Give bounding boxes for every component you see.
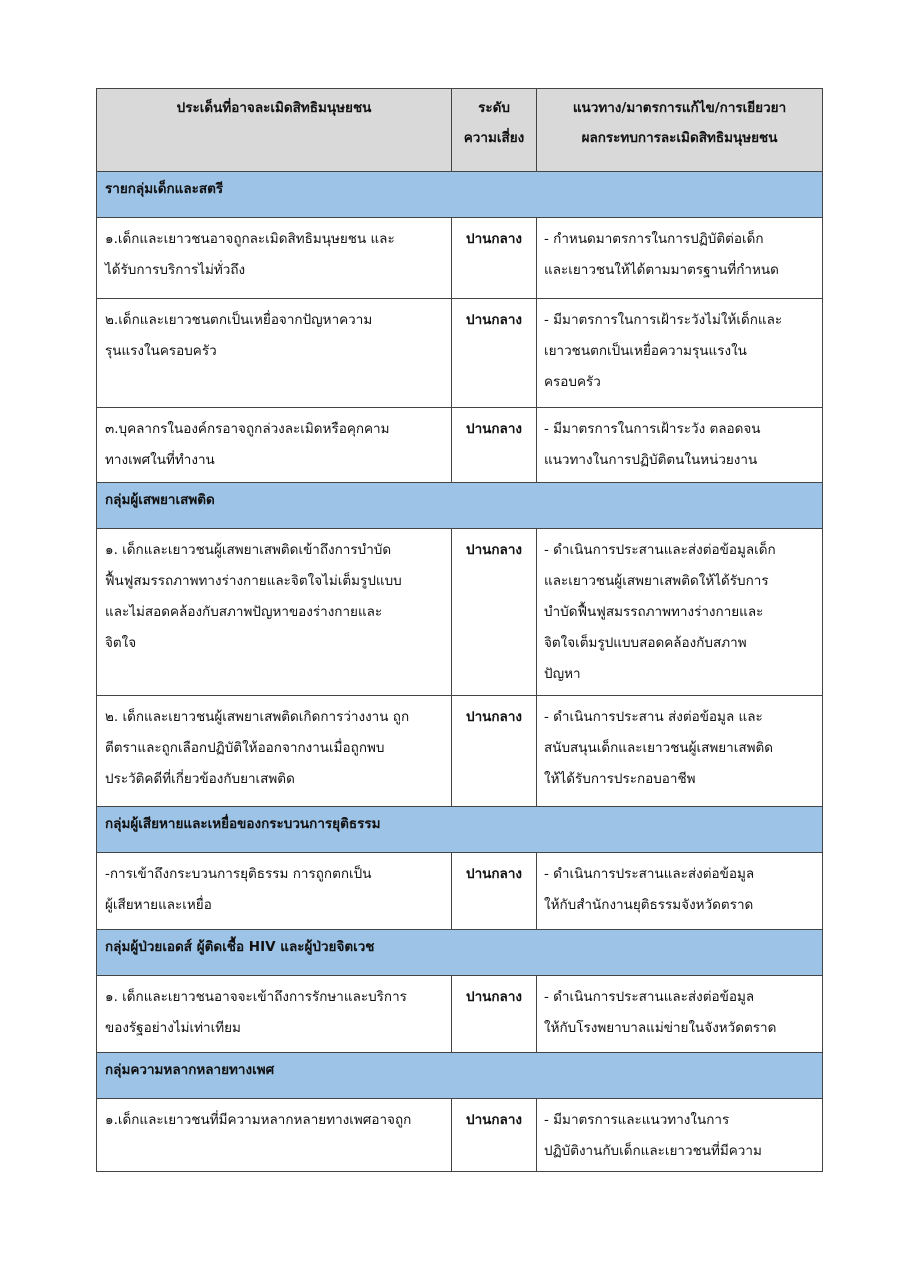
issue-line: ประวัติคดีที่เกี่ยวข้องกับยาเสพติด xyxy=(105,771,295,787)
risk-level: ปานกลาง xyxy=(466,989,522,1005)
measure-line: และเยาวชนผู้เสพยาเสพติดให้ได้รับการ xyxy=(544,573,769,589)
risk-level: ปานกลาง xyxy=(466,1112,522,1128)
measure-line: จิตใจเต็มรูปแบบสอดคล้องกับสภาพ xyxy=(544,635,747,651)
risk-level-cell xyxy=(452,1099,537,1172)
issue-line: ๑.เด็กและเยาวชนที่มีความหลากหลายทางเพศอาจถูก xyxy=(105,1112,412,1128)
measure-line: ครอบครัว xyxy=(544,374,601,390)
issue-cell xyxy=(97,218,452,299)
issue-cell xyxy=(97,696,452,807)
risk-level-cell xyxy=(452,529,537,696)
issue-line: จิตใจ xyxy=(105,635,137,651)
table-row xyxy=(97,218,823,299)
table-row xyxy=(97,853,823,930)
issue-line: ๑. เด็กและเยาวชนผู้เสพยาเสพติดเข้าถึงการบำบัด xyxy=(105,542,392,558)
risk-level: ปานกลาง xyxy=(466,542,522,558)
measure-line: - ดำเนินการประสาน ส่งต่อข้อมูล และ xyxy=(544,709,763,725)
risk-level: ปานกลาง xyxy=(466,866,522,882)
group-header-row xyxy=(97,483,823,529)
risk-level-cell xyxy=(452,853,537,930)
risk-level-cell xyxy=(452,299,537,408)
human-rights-risk-table xyxy=(96,88,823,1172)
issue-cell xyxy=(97,299,452,408)
issue-line: และไม่สอดคล้องกับสภาพปัญหาของร่างกายและ xyxy=(105,604,383,620)
issue-line: ผู้เสียหายและเหยื่อ xyxy=(105,897,212,913)
table-row xyxy=(97,408,823,483)
measure-line: เยาวชนตกเป็นเหยื่อความรุนแรงใน xyxy=(544,343,747,359)
measure-cell xyxy=(537,976,823,1053)
issue-cell xyxy=(97,529,452,696)
measure-line: - ดำเนินการประสานและส่งต่อข้อมูล xyxy=(544,866,755,882)
measure-cell xyxy=(537,218,823,299)
measure-line: บำบัดฟื้นฟูสมรรถภาพทางร่างกายและ xyxy=(544,604,764,620)
header-risk-level: ระดับ ความเสี่ยง xyxy=(452,89,537,172)
measure-line: ให้กับโรงพยาบาลแม่ข่ายในจังหวัดตราด xyxy=(544,1020,777,1036)
issue-line: ๓.บุคลากรในองค์กรอาจถูกล่วงละเมิดหรือคุกคาม xyxy=(105,421,390,437)
issue-cell xyxy=(97,976,452,1053)
measure-line: - มีมาตรการในการเฝ้าระวังไม่ให้เด็กและ xyxy=(544,312,783,328)
measure-cell xyxy=(537,299,823,408)
group-title: กลุ่มผู้เสพยาเสพติด xyxy=(97,483,823,529)
issue-line: ของรัฐอย่างไม่เท่าเทียม xyxy=(105,1020,241,1036)
group-header-row xyxy=(97,172,823,218)
group-title: กลุ่มผู้เสียหายและเหยื่อของกระบวนการยุติธรรม xyxy=(97,807,823,853)
risk-level: ปานกลาง xyxy=(466,709,522,725)
group-title: รายกลุ่มเด็กและสตรี xyxy=(97,172,823,218)
measure-line: ปฏิบัติงานกับเด็กและเยาวชนที่มีความ xyxy=(544,1143,762,1159)
group-header-row xyxy=(97,807,823,853)
header-measures: แนวทาง/มาตรการแก้ไข/การเยียวยา ผลกระทบการละเมิดสิทธิมนุษยชน xyxy=(537,89,823,172)
measure-line: - ดำเนินการประสานและส่งต่อข้อมูลเด็ก xyxy=(544,542,776,558)
header-issue: ประเด็นที่อาจละเมิดสิทธิมนุษยชน xyxy=(97,89,452,172)
measure-cell xyxy=(537,1099,823,1172)
measure-line: - มีมาตรการและแนวทางในการ xyxy=(544,1112,730,1128)
table-row xyxy=(97,299,823,408)
issue-line: ๑.เด็กและเยาวชนอาจถูกละเมิดสิทธิมนุษยชน และ xyxy=(105,231,395,247)
group-title: กลุ่มผู้ป่วยเอดส์ ผู้ติดเชื้อ HIV และผู้ป่วยจิตเวช xyxy=(97,930,823,976)
risk-level-cell xyxy=(452,976,537,1053)
measure-line: ปัญหา xyxy=(544,666,581,682)
measure-cell xyxy=(537,853,823,930)
risk-level-cell xyxy=(452,218,537,299)
table-row xyxy=(97,976,823,1053)
issue-cell xyxy=(97,853,452,930)
issue-line: ทางเพศในที่ทำงาน xyxy=(105,452,215,468)
measure-line: สนับสนุนเด็กและเยาวชนผู้เสพยาเสพติด xyxy=(544,740,774,756)
measure-line: ให้กับสำนักงานยุติธรรมจังหวัดตราด xyxy=(544,897,754,913)
group-title: กลุ่มความหลากหลายทางเพศ xyxy=(97,1053,823,1099)
table-header-row xyxy=(97,89,823,172)
group-header-row xyxy=(97,1053,823,1099)
risk-level: ปานกลาง xyxy=(466,231,522,247)
measure-line: และเยาวชนให้ได้ตามมาตรฐานที่กำหนด xyxy=(544,262,779,278)
measure-cell xyxy=(537,529,823,696)
table-row xyxy=(97,529,823,696)
issue-line: ๒. เด็กและเยาวชนผู้เสพยาเสพติดเกิดการว่างงาน ถูก xyxy=(105,709,410,725)
measure-cell xyxy=(537,696,823,807)
measure-line: - มีมาตรการในการเฝ้าระวัง ตลอดจน xyxy=(544,421,761,437)
measure-line: แนวทางในการปฏิบัติตนในหน่วยงาน xyxy=(544,452,758,468)
issue-line: รุนแรงในครอบครัว xyxy=(105,343,217,359)
table-row xyxy=(97,696,823,807)
measure-line: - ดำเนินการประสานและส่งต่อข้อมูล xyxy=(544,989,755,1005)
risk-level-cell xyxy=(452,408,537,483)
issue-line: ๒.เด็กและเยาวชนตกเป็นเหยื่อจากปัญหาความ xyxy=(105,312,373,328)
measure-line: ให้ได้รับการประกอบอาชีพ xyxy=(544,771,696,787)
group-header-row xyxy=(97,930,823,976)
issue-line: ฟื้นฟูสมรรถภาพทางร่างกายและจิตใจไม่เต็มรูปแบบ xyxy=(105,573,402,589)
issue-cell xyxy=(97,408,452,483)
measure-cell xyxy=(537,408,823,483)
table-row xyxy=(97,1099,823,1172)
issue-line: ได้รับการบริการไม่ทั่วถึง xyxy=(105,262,246,278)
risk-level: ปานกลาง xyxy=(466,421,522,437)
risk-level-cell xyxy=(452,696,537,807)
issue-line: ตีตราและถูกเลือกปฏิบัติให้ออกจากงานเมื่อถูกพบ xyxy=(105,740,385,756)
risk-level: ปานกลาง xyxy=(466,312,522,328)
issue-cell xyxy=(97,1099,452,1172)
measure-line: - กำหนดมาตรการในการปฏิบัติต่อเด็ก xyxy=(544,231,764,247)
issue-line: ๑. เด็กและเยาวชนอาจจะเข้าถึงการรักษาและบริการ xyxy=(105,989,407,1005)
issue-line: -การเข้าถึงกระบวนการยุติธรรม การถูกตกเป็น xyxy=(105,866,372,882)
